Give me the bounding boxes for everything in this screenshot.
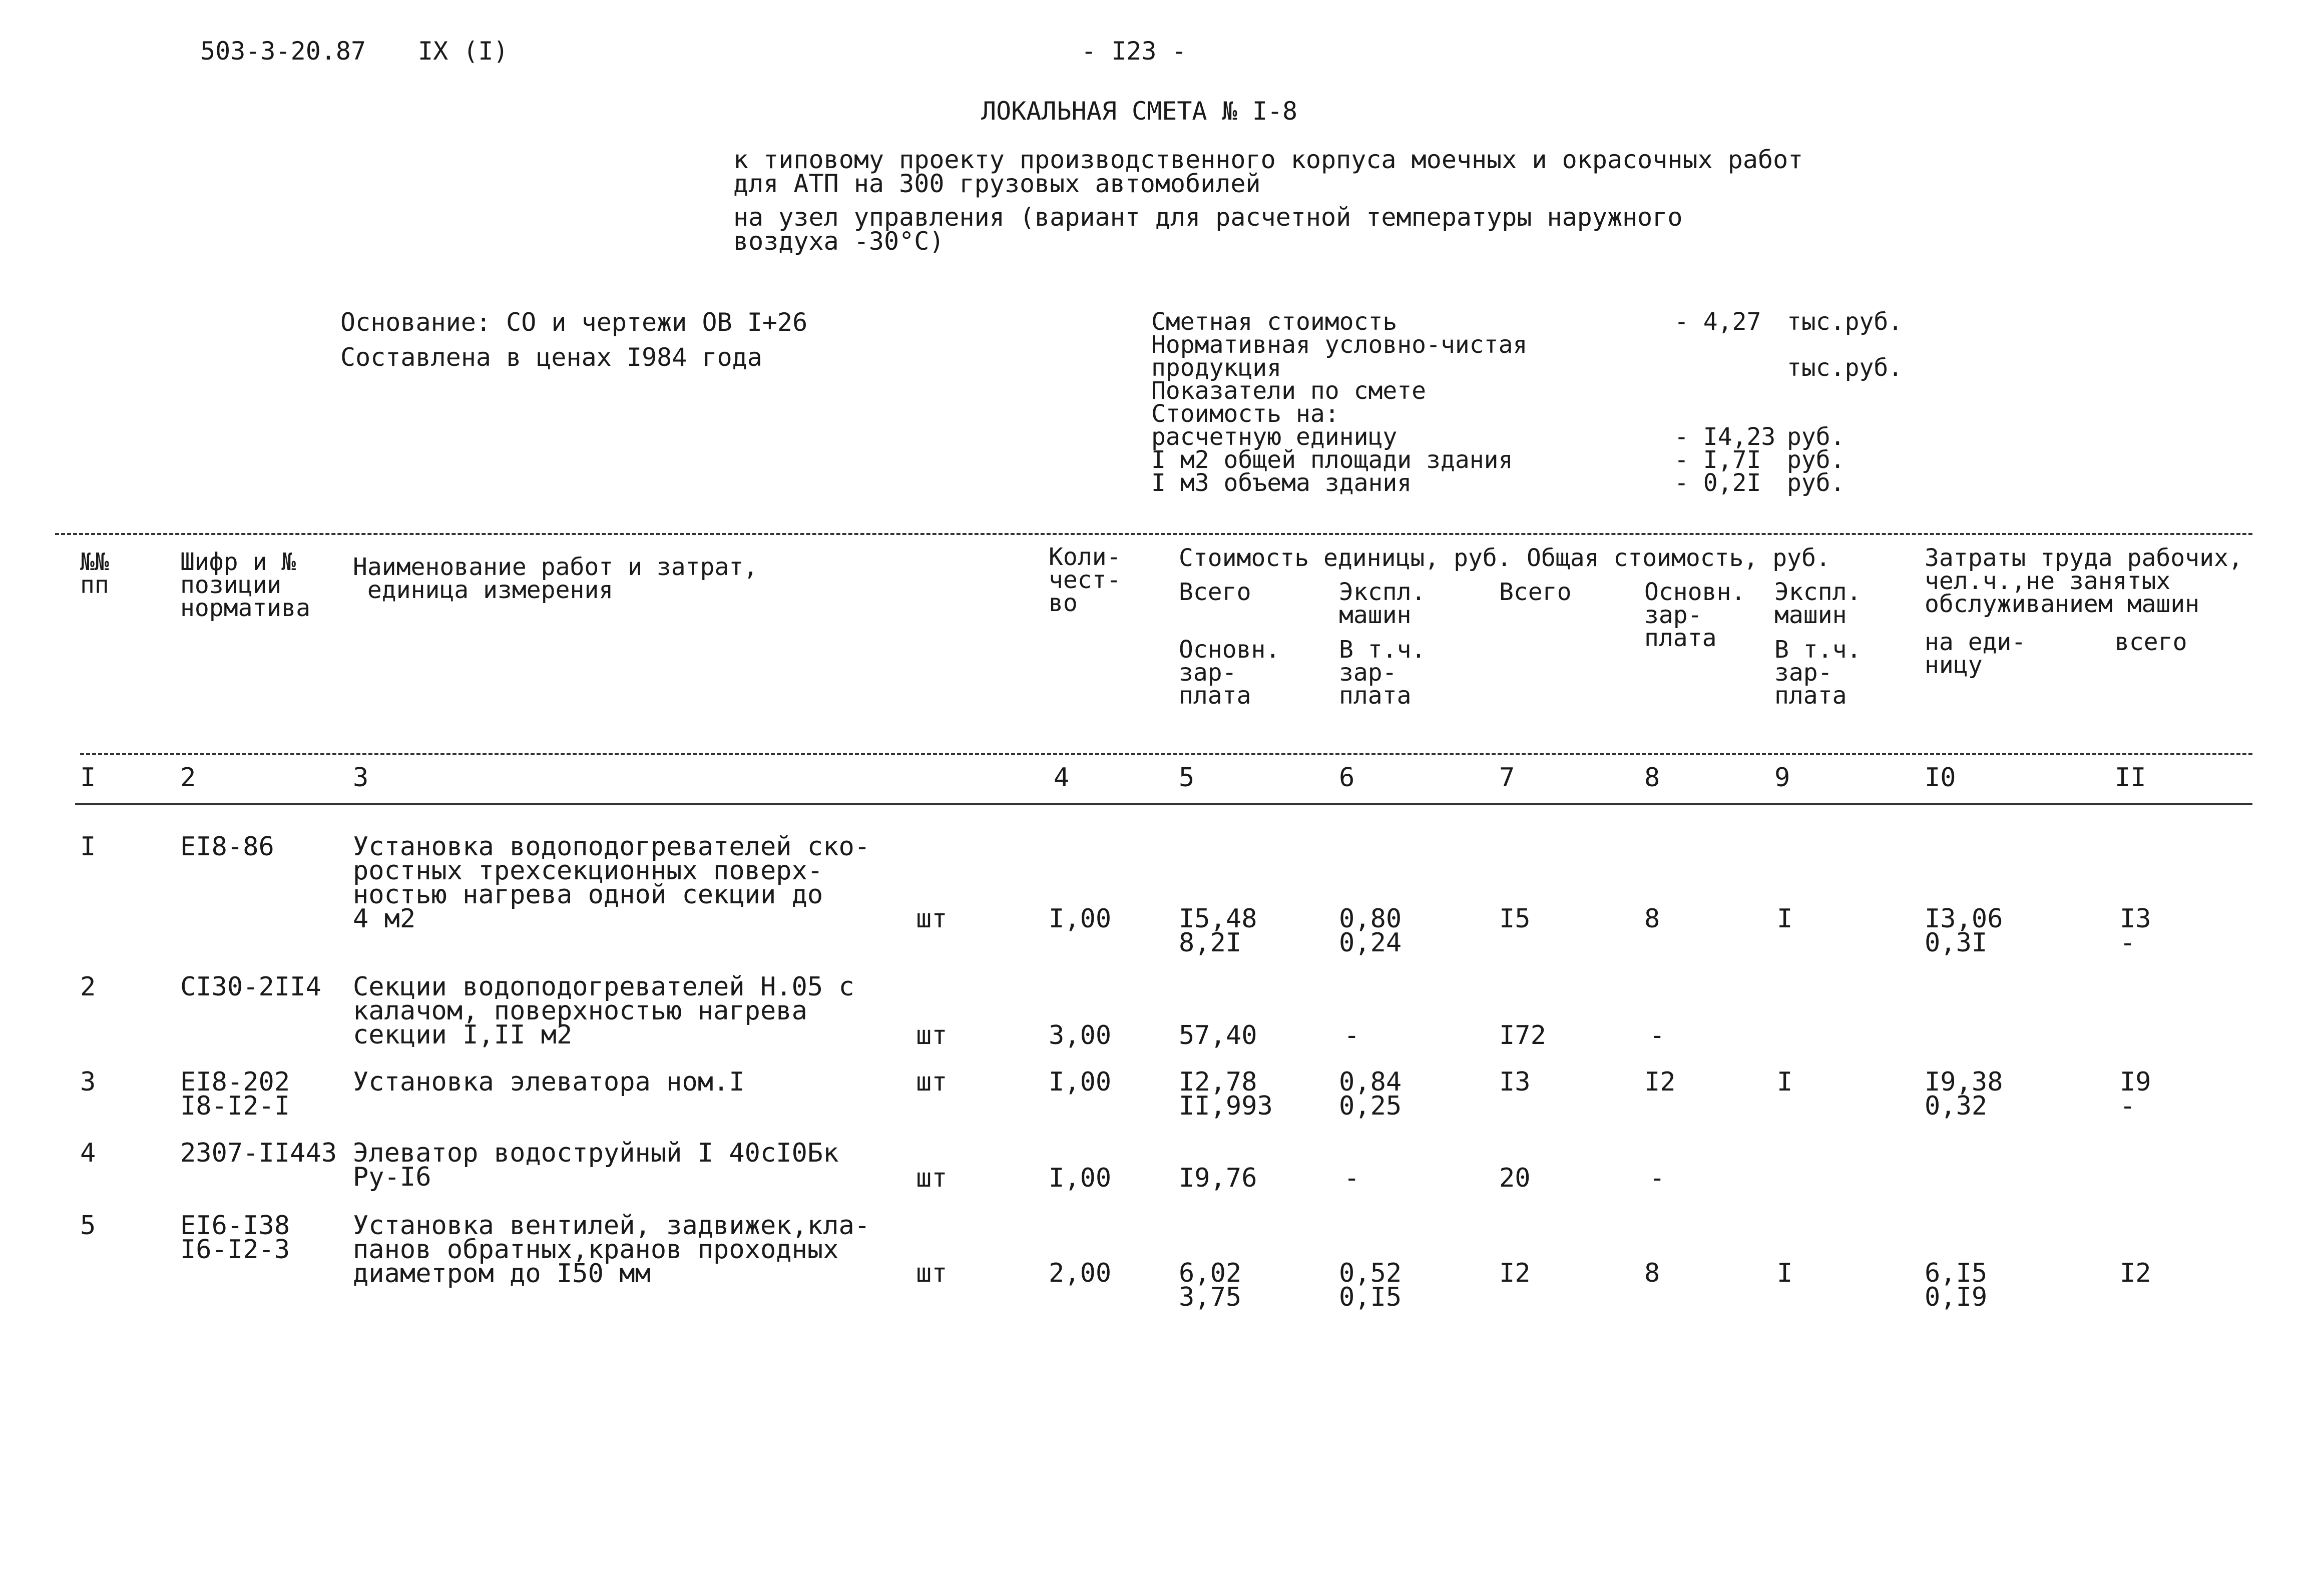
row-total-machines: I xyxy=(1777,1258,1793,1288)
row-quantity: I,00 xyxy=(1049,1067,1112,1097)
row-labor-total: I3 - xyxy=(2120,904,2151,958)
row-unit: шт xyxy=(916,1067,948,1097)
column-number: 8 xyxy=(1644,763,1660,793)
total-cost-header: Общая стоимость, руб. xyxy=(1527,544,1830,572)
row-total-wage: 8 xyxy=(1644,904,1660,934)
row-labor-unit: I3,06 0,3I xyxy=(1925,904,2003,958)
row-code: EI8-202 I8-I2-I xyxy=(180,1067,290,1121)
row-unit-machines: - xyxy=(1344,1020,1360,1050)
row-unit-total: 57,40 xyxy=(1179,1020,1257,1050)
row-unit: шт xyxy=(916,1163,948,1193)
col-header-quantity: Коли- чест- во xyxy=(1049,543,1121,617)
row-total: I5 xyxy=(1499,904,1531,934)
row-name: Установка водоподогревателей ско- ростных трехсекционных поверх- ностью нагрева одной секции до 4 м2 xyxy=(353,832,870,934)
row-unit-total: I5,48 8,2I xyxy=(1179,904,1257,958)
row-unit: шт xyxy=(916,1258,948,1288)
document-title: ЛОКАЛЬНАЯ СМЕТА № I-8 xyxy=(981,97,1298,126)
row-labor-unit: I9,38 0,32 xyxy=(1925,1067,2003,1121)
row-total: I2 xyxy=(1499,1258,1531,1288)
column-number: 5 xyxy=(1179,763,1195,793)
row-number: I xyxy=(80,832,96,862)
row-name: Секции водоподогревателей Н.05 с калачом, поверхностью нагрева секции I,II м2 xyxy=(353,972,854,1050)
row-unit-total: I2,78 II,993 xyxy=(1179,1067,1273,1121)
row-total-wage: I2 xyxy=(1644,1067,1676,1097)
row-labor-unit: 6,I5 0,I9 xyxy=(1925,1258,1988,1312)
row-name: Установка элеватора ном.I xyxy=(353,1067,745,1097)
row-total: I72 xyxy=(1499,1020,1546,1050)
summary-values: - 4,27 - I4,23 - I,7I - 0,2I xyxy=(1674,308,1776,497)
row-name: Установка вентилей, задвижек,кла- панов обратных,кранов проходных диаметром до I50 мм xyxy=(353,1211,870,1289)
row-unit: шт xyxy=(916,1020,948,1050)
column-number: 6 xyxy=(1339,763,1355,793)
row-number: 5 xyxy=(80,1211,96,1241)
col-header-labor-total: всего xyxy=(2115,628,2187,656)
column-number: 2 xyxy=(180,763,196,793)
document-code: 503-3-20.87 xyxy=(200,37,366,66)
row-total-wage: - xyxy=(1649,1163,1665,1193)
row-unit-machines: 0,84 0,25 xyxy=(1339,1067,1402,1121)
col-header-total-machines: Экспл. машин xyxy=(1774,578,1862,629)
column-number: 3 xyxy=(353,763,369,793)
document-subtitle: к типовому проекту производственного корпуса моечных и окрасочных работ для АТП на 300 грузовых автомобилей xyxy=(733,145,1803,198)
col-header-unit-machine-wage: В т.ч. зар- плата xyxy=(1339,636,1426,710)
col-header-unit-wage: Основн. зар- плата xyxy=(1179,636,1280,710)
row-labor-total: I2 xyxy=(2120,1258,2151,1288)
col-header-total: Всего xyxy=(1499,578,1572,606)
row-code: 2307-II443 xyxy=(180,1138,337,1168)
row-quantity: 2,00 xyxy=(1049,1258,1112,1288)
col-header-unit-machines: Экспл. машин xyxy=(1339,578,1426,629)
row-code: CI30-2II4 xyxy=(180,972,321,1002)
col-header-total-wage: Основн. зар- плата xyxy=(1644,578,1746,652)
basis-line-2: Составлена в ценах I984 года xyxy=(340,343,762,372)
basis-line-1: Основание: СО и чертежи ОВ I+26 xyxy=(340,308,808,337)
col-header-code: Шифр и № позиции норматива xyxy=(180,548,311,622)
column-number: 9 xyxy=(1774,763,1790,793)
row-total-machines: I xyxy=(1777,1067,1793,1097)
col-header-number: №№ пп xyxy=(80,548,109,599)
column-number: I xyxy=(80,763,96,793)
column-number: II xyxy=(2115,763,2146,793)
section-code: IX (I) xyxy=(418,37,509,66)
summary-units: тыс.руб. тыс.руб. руб. руб. руб. xyxy=(1787,308,1903,497)
column-number: 4 xyxy=(1054,763,1070,793)
row-unit-machines: 0,80 0,24 xyxy=(1339,904,1402,958)
row-quantity: 3,00 xyxy=(1049,1020,1112,1050)
row-number: 3 xyxy=(80,1067,96,1097)
row-unit: шт xyxy=(916,904,948,934)
col-header-unit-total: Всего xyxy=(1179,578,1251,606)
unit-cost-header: Стоимость единицы, руб. xyxy=(1179,544,1512,572)
row-total: I3 xyxy=(1499,1067,1531,1097)
page-number: - I23 - xyxy=(1081,37,1187,66)
table-top-rule xyxy=(55,533,2252,535)
column-number: I0 xyxy=(1925,763,1956,793)
column-number: 7 xyxy=(1499,763,1515,793)
col-header-labor-unit: на еди- ницу xyxy=(1925,628,2026,679)
row-unit-total: I9,76 xyxy=(1179,1163,1257,1193)
row-quantity: I,00 xyxy=(1049,904,1112,934)
row-unit-machines: - xyxy=(1344,1163,1360,1193)
row-code: EI8-86 xyxy=(180,832,274,862)
document-subtitle-2: на узел управления (вариант для расчетной температуры наружного воздуха -30°С) xyxy=(733,203,1683,256)
row-total-wage: 8 xyxy=(1644,1258,1660,1288)
row-total-machines: I xyxy=(1777,904,1793,934)
column-numbers-rule xyxy=(75,803,2252,805)
row-unit-total: 6,02 3,75 xyxy=(1179,1258,1242,1312)
row-number: 2 xyxy=(80,972,96,1002)
row-labor-total: I9 - xyxy=(2120,1067,2151,1121)
row-name: Элеватор водоструйный I 40сI0Бк Ру-I6 xyxy=(353,1138,839,1192)
col-header-name: Наименование работ и затрат, единица измерения xyxy=(353,553,758,604)
row-code: EI6-I38 I6-I2-3 xyxy=(180,1211,290,1265)
row-unit-machines: 0,52 0,I5 xyxy=(1339,1258,1402,1312)
row-total-wage: - xyxy=(1649,1020,1665,1050)
row-number: 4 xyxy=(80,1138,96,1168)
labor-header: Затраты труда рабочих, чел.ч.,не занятых обслуживанием машин xyxy=(1925,544,2243,618)
col-header-total-machine-wage: В т.ч. зар- плата xyxy=(1774,636,1862,710)
row-total: 20 xyxy=(1499,1163,1531,1193)
row-quantity: I,00 xyxy=(1049,1163,1112,1193)
summary-labels: Сметная стоимость Нормативная условно-чистая продукция Показатели по смете Стоимость на: расчетную единицу I м2 общей площади здания I м3 объема здания xyxy=(1151,308,1528,497)
header-bottom-rule xyxy=(80,753,2252,755)
